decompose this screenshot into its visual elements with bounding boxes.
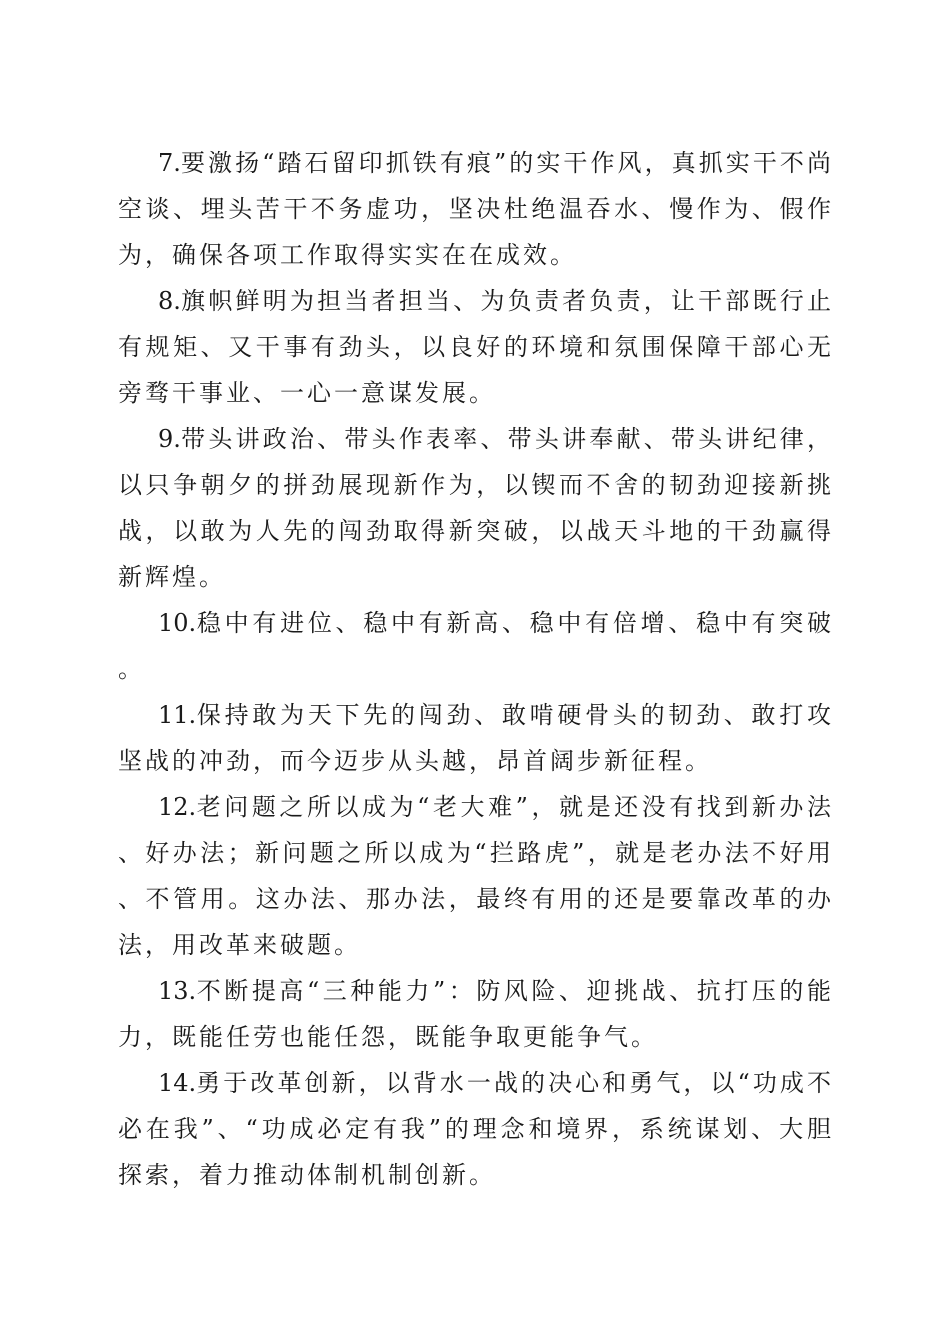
- paragraph-text: 要激扬“踏石留印抓铁有痕”的实干作风，真抓实干不尚空谈、埋头苦干不务虚功，坚决杜绝温吞水、慢作为、假作为，确保各项工作取得实实在在成效。: [118, 149, 834, 269]
- paragraph-number: 12.: [158, 793, 197, 821]
- paragraph-11: [118, 692, 834, 784]
- paragraph-number: 10.: [158, 609, 197, 637]
- paragraph-13: [118, 968, 834, 1060]
- paragraph-14: [118, 1060, 834, 1198]
- paragraph-12: [118, 784, 834, 968]
- paragraph-7: [118, 140, 834, 278]
- document-body: [118, 140, 834, 1198]
- paragraph-text: 稳中有进位、稳中有新高、稳中有倍增、稳中有突破。: [118, 609, 834, 683]
- paragraph-number: 7.: [158, 149, 181, 177]
- paragraph-10: [118, 600, 834, 692]
- paragraph-8: [118, 278, 834, 416]
- paragraph-text: 带头讲政治、带头作表率、带头讲奉献、带头讲纪律，以只争朝夕的拼劲展现新作为，以锲而不舍的韧劲迎接新挑战，以敢为人先的闯劲取得新突破，以战天斗地的干劲赢得新辉煌。: [118, 425, 834, 591]
- paragraph-text: 老问题之所以成为“老大难”，就是还没有找到新办法、好办法；新问题之所以成为“拦路虎”，就是老办法不好用、不管用。这办法、那办法，最终有用的还是要靠改革的办法，用改革来破题。: [118, 793, 834, 959]
- paragraph-9: [118, 416, 834, 600]
- paragraph-text: 保持敢为天下先的闯劲、敢啃硬骨头的韧劲、敢打攻坚战的冲劲，而今迈步从头越，昂首阔步新征程。: [118, 701, 834, 775]
- paragraph-number: 13.: [158, 977, 197, 1005]
- paragraph-number: 8.: [158, 287, 181, 315]
- paragraph-number: 14.: [158, 1069, 197, 1097]
- paragraph-text: 勇于改革创新，以背水一战的决心和勇气，以“功成不必在我”、“功成必定有我”的理念和境界，系统谋划、大胆探索，着力推动体制机制创新。: [118, 1069, 834, 1189]
- paragraph-text: 不断提高“三种能力”：防风险、迎挑战、抗打压的能力，既能任劳也能任怨，既能争取更能争气。: [118, 977, 834, 1051]
- paragraph-number: 11.: [158, 701, 197, 729]
- paragraph-number: 9.: [158, 425, 181, 453]
- paragraph-text: 旗帜鲜明为担当者担当、为负责者负责，让干部既行止有规矩、又干事有劲头，以良好的环境和氛围保障干部心无旁骛干事业、一心一意谋发展。: [118, 287, 834, 407]
